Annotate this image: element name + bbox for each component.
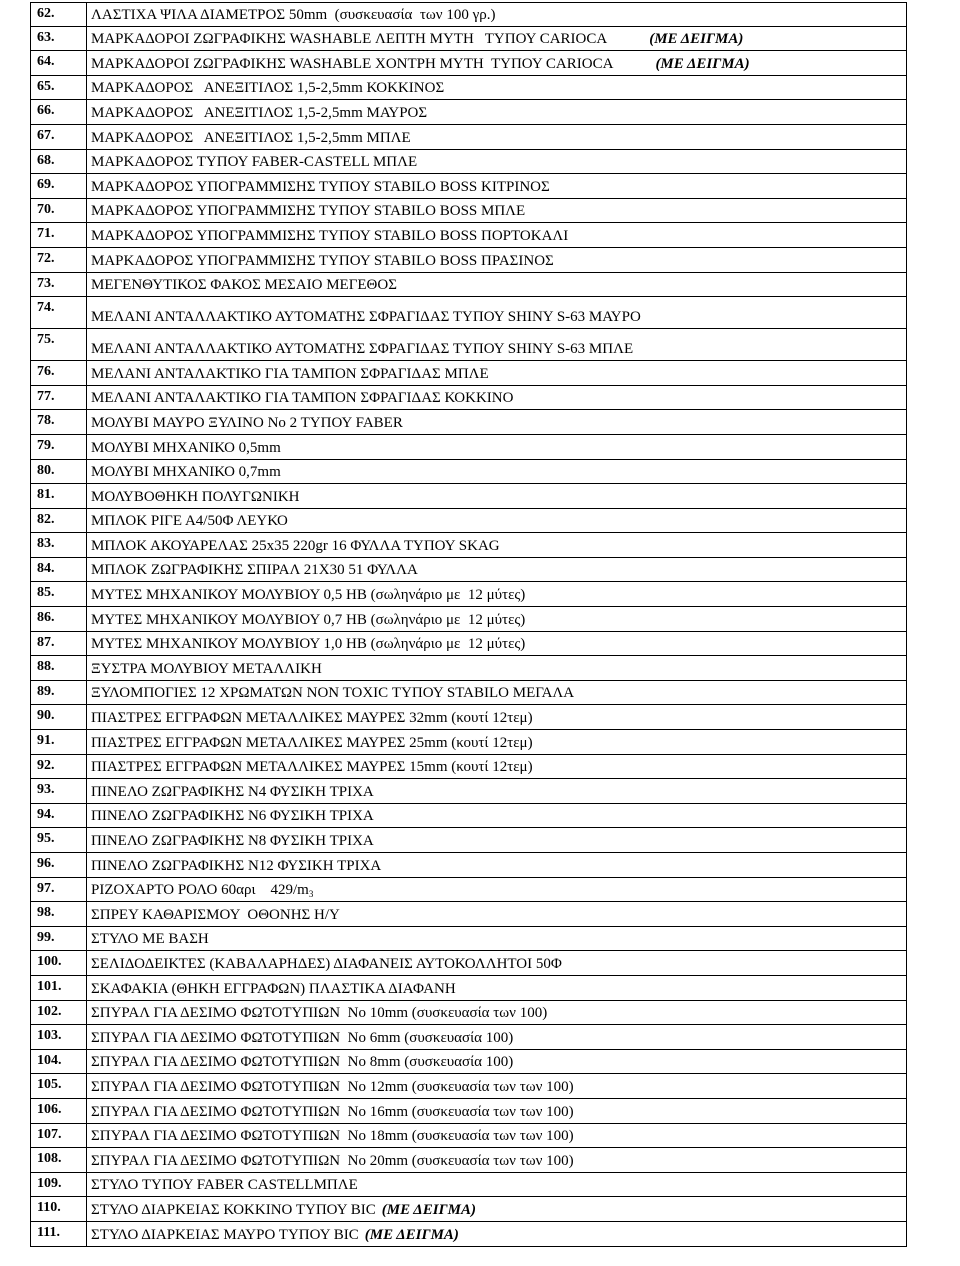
table-row	[31, 828, 906, 853]
item-number: 62.	[31, 3, 87, 26]
table-row	[31, 1050, 906, 1075]
sample-note: (ΜΕ ΔΕΙΓΜΑ)	[649, 31, 744, 48]
item-number: 111.	[31, 1222, 87, 1246]
item-number: 78.	[31, 410, 87, 434]
item-number: 80.	[31, 460, 87, 484]
table-row	[31, 100, 906, 125]
table-row	[31, 125, 906, 150]
item-description: ΞΥΣΤΡΑ ΜΟΛΥΒΙΟΥ ΜΕΤΑΛΛΙΚΗ	[91, 660, 322, 677]
item-description-cell	[88, 779, 906, 803]
table-row	[31, 199, 906, 224]
item-description: ΣΕΛΙΔΟΔΕΙΚΤΕΣ (ΚΑΒΑΛΑΡΗΔΕΣ) ΔΙΑΦΑΝΕΙΣ ΑΥΤΟΚΟΛΛΗΤΟΙ 50Φ	[91, 955, 562, 972]
item-description-cell	[88, 558, 906, 582]
table-row	[31, 1099, 906, 1124]
item-number: 96.	[31, 853, 87, 877]
item-number: 88.	[31, 656, 87, 680]
item-description-cell	[88, 1148, 906, 1172]
sample-note: (ΜΕ ΔΕΙΓΜΑ)	[364, 1226, 459, 1243]
item-description-cell	[88, 976, 906, 1000]
item-description: ΜΑΡΚΑΔΟΡΟΣ ΥΠΟΓΡΑΜΜΙΣΗΣ ΤΥΠΟΥ STABILO BOSS ΠΟΡΤΟΚΑΛΙ	[91, 227, 569, 244]
table-row	[31, 273, 906, 298]
item-description: ΜΕΛΑΝΙ ΑΝΤΑΛΛΑΚΤΙΚΟ ΑΥΤΟΜΑΤΗΣ ΣΦΡΑΓΙΔΑΣ ΤΥΠΟΥ SHINY S-63 ΜΑΥΡΟ	[91, 309, 641, 326]
item-number: 70.	[31, 199, 87, 223]
table-row	[31, 927, 906, 952]
item-number: 81.	[31, 484, 87, 508]
item-number: 79.	[31, 435, 87, 459]
item-description: ΜΕΛΑΝΙ ΑΝΤΑΛΑΚΤΙΚΟ ΓΙΑ ΤΑΜΠΟΝ ΣΦΡΑΓΙΔΑΣ ΜΠΛΕ	[91, 365, 489, 382]
item-description: ΣΚΑΦΑΚΙΑ (ΘΗΚΗ ΕΓΓΡΑΦΩΝ) ΠΛΑΣΤΙΚΑ ΔΙΑΦΑΝΗ	[91, 980, 456, 997]
item-number: 108.	[31, 1148, 87, 1172]
item-description: ΜΕΓΕΝΘΥΤΙΚΟΣ ΦΑΚΟΣ ΜΕΣΑΙΟ ΜΕΓΕΘΟΣ	[91, 277, 397, 294]
item-number: 63.	[31, 27, 87, 51]
item-description-cell	[88, 100, 906, 124]
item-description: ΠΙΝΕΛΟ ΖΩΓΡΑΦΙΚΗΣ Ν12 ΦΥΣΙΚΗ ΤΡΙΧΑ	[91, 857, 382, 874]
item-number: 65.	[31, 76, 87, 100]
table-row	[31, 656, 906, 681]
table-row	[31, 705, 906, 730]
item-description-cell	[88, 174, 906, 198]
item-description-cell	[88, 632, 906, 656]
item-number: 101.	[31, 976, 87, 1000]
item-number: 104.	[31, 1050, 87, 1074]
item-description: ΡΙΖΟΧΑΡΤΟ ΡΟΛΟ 60αρι 429/m	[91, 882, 309, 899]
item-description: ΠΙΝΕΛΟ ΖΩΓΡΑΦΙΚΗΣ Ν8 ΦΥΣΙΚΗ ΤΡΙΧΑ	[91, 833, 374, 849]
item-description: ΜΑΡΚΑΔΟΡΟΣ ΑΝΕΞΙΤΙΛΟΣ 1,5-2,5mm ΚΟΚΚΙΝΟΣ	[91, 80, 445, 97]
item-number: 71.	[31, 223, 87, 247]
table-row	[31, 976, 906, 1001]
item-description-cell	[88, 927, 906, 951]
item-number: 94.	[31, 804, 87, 828]
item-number: 97.	[31, 878, 87, 902]
table-row	[31, 329, 906, 361]
table-row	[31, 533, 906, 558]
item-number: 77.	[31, 386, 87, 410]
item-description: ΜΑΡΚΑΔΟΡΟΙ ΖΩΓΡΑΦΙΚΗΣ WASHABLE ΛΕΠΤΗ ΜΥΤΗ ΤΥΠΟΥ CARIOCA	[91, 31, 608, 48]
table-row	[31, 51, 906, 76]
item-number: 76.	[31, 361, 87, 385]
item-description: ΣΤΥΛΟ ΜΕ ΒΑΣΗ	[91, 931, 209, 948]
item-description-cell	[88, 51, 906, 75]
table-row	[31, 779, 906, 804]
item-description: ΣΠΥΡΑΛ ΓΙΑ ΔΕΣΙΜΟ ΦΩΤΟΤΥΠΙΩΝ Νο 18mm (συσκευασία των των 100)	[91, 1128, 574, 1145]
table-row	[31, 1124, 906, 1149]
item-number: 91.	[31, 730, 87, 754]
item-number: 89.	[31, 681, 87, 705]
item-number: 110.	[31, 1197, 87, 1221]
item-number: 100.	[31, 951, 87, 975]
item-description: ΜΠΛΟΚ ΑΚΟΥΑΡΕΛΑΣ 25x35 220gr 16 ΦΥΛΛΑ ΤΥΠΟΥ SKAG	[91, 537, 500, 554]
table-row	[31, 27, 906, 52]
item-description: ΜΑΡΚΑΔΟΡΟΣ ΑΝΕΞΙΤΙΛΟΣ 1,5-2,5mm ΜΑΥΡΟΣ	[91, 104, 428, 121]
item-description-cell	[88, 1074, 906, 1098]
item-description: ΣΠΥΡΑΛ ΓΙΑ ΔΕΣΙΜΟ ΦΩΤΟΤΥΠΙΩΝ Νο 12mm (συσκευασία των των 100)	[91, 1078, 574, 1095]
item-description-cell	[88, 828, 906, 852]
item-description-cell	[88, 125, 906, 149]
table-row	[31, 607, 906, 632]
item-description: ΣΠΥΡΑΛ ΓΙΑ ΔΕΣΙΜΟ ΦΩΤΟΤΥΠΙΩΝ Νο 8mm (συσκευασία 100)	[91, 1054, 514, 1071]
table-row	[31, 853, 906, 878]
item-number: 103.	[31, 1025, 87, 1049]
item-description: ΜΑΡΚΑΔΟΡΟΣ ΑΝΕΞΙΤΙΛΟΣ 1,5-2,5mm ΜΠΛΕ	[91, 129, 411, 146]
item-description-cell	[88, 582, 906, 606]
item-number: 106.	[31, 1099, 87, 1123]
sample-note: (ΜΕ ΔΕΙΓΜΑ)	[381, 1201, 476, 1218]
item-description-cell	[88, 223, 906, 247]
item-description: ΠΙΑΣΤΡΕΣ ΕΓΓΡΑΦΩΝ ΜΕΤΑΛΛΙΚΕΣ ΜΑΥΡΕΣ 32mm (κουτί 12τεμ)	[91, 710, 533, 727]
table-row	[31, 386, 906, 411]
table-row	[31, 878, 906, 903]
item-number: 98.	[31, 902, 87, 926]
item-description: ΜΕΛΑΝΙ ΑΝΤΑΛΑΚΤΙΚΟ ΓΙΑ ΤΑΜΠΟΝ ΣΦΡΑΓΙΔΑΣ ΚΟΚΚΙΝΟ	[91, 390, 514, 407]
item-description-cell	[88, 435, 906, 459]
item-description-cell	[88, 681, 906, 705]
item-description: ΣΠΥΡΑΛ ΓΙΑ ΔΕΣΙΜΟ ΦΩΤΟΤΥΠΙΩΝ Νο 6mm (συσκευασία 100)	[91, 1029, 514, 1046]
item-description-cell	[88, 27, 906, 51]
item-description-cell	[88, 853, 906, 877]
item-description-cell	[88, 199, 906, 223]
item-description-cell	[88, 76, 906, 100]
item-description-cell	[88, 410, 906, 434]
table-row	[31, 951, 906, 976]
table-row	[31, 1001, 906, 1026]
item-description-cell	[88, 878, 906, 902]
item-description-cell	[88, 656, 906, 680]
item-description: ΜΑΡΚΑΔΟΡΟΣ ΤΥΠΟΥ FABER-CASTELL ΜΠΛΕ	[91, 154, 418, 171]
item-description: ΜΥΤΕΣ ΜΗΧΑΝΙΚΟΥ ΜΟΛΥΒΙΟΥ 0,5 ΗΒ (σωληνάριο με 12 μύτες)	[91, 587, 526, 604]
item-description-cell	[88, 386, 906, 410]
item-description-cell	[88, 1001, 906, 1025]
item-number: 95.	[31, 828, 87, 852]
item-description-cell	[88, 150, 906, 174]
item-number: 64.	[31, 51, 87, 75]
item-description: ΜΥΤΕΣ ΜΗΧΑΝΙΚΟΥ ΜΟΛΥΒΙΟΥ 1,0 ΗΒ (σωληνάριο με 12 μύτες)	[91, 636, 526, 653]
item-number: 87.	[31, 632, 87, 656]
item-number: 92.	[31, 755, 87, 779]
item-description-cell	[88, 951, 906, 975]
item-description: ΠΙΑΣΤΡΕΣ ΕΓΓΡΑΦΩΝ ΜΕΤΑΛΛΙΚΕΣ ΜΑΥΡΕΣ 25mm (κουτί 12τεμ)	[91, 734, 533, 751]
item-number: 66.	[31, 100, 87, 124]
table-row	[31, 804, 906, 829]
item-description: ΜΥΤΕΣ ΜΗΧΑΝΙΚΟΥ ΜΟΛΥΒΙΟΥ 0,7 ΗΒ (σωληνάριο με 12 μύτες)	[91, 611, 526, 628]
item-number: 86.	[31, 607, 87, 631]
table-row	[31, 248, 906, 273]
item-number: 69.	[31, 174, 87, 198]
item-description: ΣΠΥΡΑΛ ΓΙΑ ΔΕΣΙΜΟ ΦΩΤΟΤΥΠΙΩΝ Νο 16mm (συσκευασία των των 100)	[91, 1103, 574, 1120]
item-description: ΜΠΛΟΚ ΡΙΓΕ Α4/50Φ ΛΕΥΚΟ	[91, 513, 288, 530]
table-row	[31, 582, 906, 607]
sample-note: (ΜΕ ΔΕΙΓΜΑ)	[655, 55, 750, 72]
item-description-cell	[88, 607, 906, 631]
item-description-cell	[88, 730, 906, 754]
item-description-cell	[88, 1124, 906, 1148]
item-number: 107.	[31, 1124, 87, 1148]
table-row	[31, 2, 906, 27]
item-description: ΛΑΣΤΙΧΑ ΨΙΛΑ ΔΙΑΜΕΤΡΟΣ 50mm (συσκευασία των 100 γρ.)	[91, 6, 496, 23]
table-row	[31, 484, 906, 509]
item-number: 90.	[31, 705, 87, 729]
table-row	[31, 1173, 906, 1198]
item-description: ΣΠΡΕΥ ΚΑΘΑΡΙΣΜΟΥ ΟΘΟΝΗΣ Η/Υ	[91, 906, 340, 923]
item-description: ΜΟΛΥΒΙ ΜΑΥΡΟ ΞΥΛΙΝΟ Νο 2 ΤΥΠΟΥ FABER	[91, 414, 403, 431]
item-description-cell	[88, 1050, 906, 1074]
item-description: ΜΟΛΥΒΟΘΗΚΗ ΠΟΛΥΓΩΝΙΚΗ	[91, 488, 300, 505]
table-row	[31, 1222, 906, 1247]
item-description: ΠΙΑΣΤΡΕΣ ΕΓΓΡΑΦΩΝ ΜΕΤΑΛΛΙΚΕΣ ΜΑΥΡΕΣ 15mm (κουτί 12τεμ)	[91, 759, 533, 776]
item-description-cell	[88, 297, 906, 328]
item-description-cell	[88, 509, 906, 533]
item-description: ΜΕΛΑΝΙ ΑΝΤΑΛΛΑΚΤΙΚΟ ΑΥΤΟΜΑΤΗΣ ΣΦΡΑΓΙΔΑΣ ΤΥΠΟΥ SHINY S-63 ΜΠΛΕ	[91, 341, 634, 358]
item-description: ΜΑΡΚΑΔΟΡΟΙ ΖΩΓΡΑΦΙΚΗΣ WASHABLE ΧΟΝΤΡΗ ΜΥΤΗ ΤΥΠΟΥ CARIOCA	[91, 55, 614, 72]
item-description-cell	[88, 705, 906, 729]
table-row	[31, 902, 906, 927]
table-row	[31, 223, 906, 248]
item-number: 72.	[31, 248, 87, 272]
table-row	[31, 755, 906, 780]
table-row	[31, 460, 906, 485]
table-row	[31, 1148, 906, 1173]
table-row	[31, 361, 906, 386]
table-row	[31, 1074, 906, 1099]
table-row	[31, 632, 906, 657]
item-description-cell	[88, 533, 906, 557]
item-description: ΣΠΥΡΑΛ ΓΙΑ ΔΕΣΙΜΟ ΦΩΤΟΤΥΠΙΩΝ Νο 10mm (συσκευασία των 100)	[91, 1005, 548, 1022]
item-description-cell	[88, 1197, 906, 1221]
item-description-cell	[88, 248, 906, 272]
item-description-cell	[88, 902, 906, 926]
item-description: ΠΙΝΕΛΟ ΖΩΓΡΑΦΙΚΗΣ Ν4 ΦΥΣΙΚΗ ΤΡΙΧΑ	[91, 783, 374, 800]
item-number: 73.	[31, 273, 87, 297]
item-description: ΜΟΛΥΒΙ ΜΗΧΑΝΙΚΟ 0,5mm	[91, 439, 281, 456]
item-table	[30, 2, 907, 1247]
table-row	[31, 297, 906, 329]
item-description: ΞΥΛΟΜΠΟΓΙΕΣ 12 ΧΡΩΜΑΤΩΝ NON TOXIC ΤΥΠΟΥ STABILO ΜΕΓΑΛΑ	[91, 685, 575, 702]
item-description: ΣΠΥΡΑΛ ΓΙΑ ΔΕΣΙΜΟ ΦΩΤΟΤΥΠΙΩΝ Νο 20mm (συσκευασία των των 100)	[91, 1152, 574, 1169]
item-number: 67.	[31, 125, 87, 149]
item-description-cell	[88, 755, 906, 779]
table-row	[31, 730, 906, 755]
item-number: 99.	[31, 927, 87, 951]
table-row	[31, 76, 906, 101]
item-description-cell	[88, 1222, 906, 1246]
item-number: 102.	[31, 1001, 87, 1025]
table-row	[31, 509, 906, 534]
item-number: 105.	[31, 1074, 87, 1098]
table-row	[31, 150, 906, 175]
item-description-cell	[88, 361, 906, 385]
item-description-cell	[88, 1025, 906, 1049]
item-number: 82.	[31, 509, 87, 533]
item-description: ΣΤΥΛΟ ΔΙΑΡΚΕΙΑΣ ΜΑΥΡΟ ΤΥΠΟΥ BIC	[91, 1226, 359, 1243]
table-row	[31, 435, 906, 460]
item-number: 93.	[31, 779, 87, 803]
item-number: 68.	[31, 150, 87, 174]
item-description-cell	[88, 460, 906, 484]
item-description-cell	[88, 484, 906, 508]
table-row	[31, 681, 906, 706]
item-description-cell	[88, 329, 906, 360]
item-description: ΣΤΥΛΟ ΤΥΠΟΥ FABER CASTELLΜΠΛΕ	[91, 1177, 358, 1194]
item-description: ΣΤΥΛΟ ΔΙΑΡΚΕΙΑΣ ΚΟΚΚΙΝΟ ΤΥΠΟΥ BIC	[91, 1201, 376, 1218]
item-number: 74.	[31, 297, 87, 328]
superscript: 3	[308, 889, 314, 900]
item-number: 83.	[31, 533, 87, 557]
item-number: 85.	[31, 582, 87, 606]
item-description: ΜΑΡΚΑΔΟΡΟΣ ΥΠΟΓΡΑΜΜΙΣΗΣ ΤΥΠΟΥ STABILO BOSS ΠΡΑΣΙΝΟΣ	[91, 252, 554, 269]
table-row	[31, 1025, 906, 1050]
item-description-cell	[88, 1099, 906, 1123]
item-description: ΜΑΡΚΑΔΟΡΟΣ ΥΠΟΓΡΑΜΜΙΣΗΣ ΤΥΠΟΥ STABILO BOSS ΚΙΤΡΙΝΟΣ	[91, 178, 550, 195]
table-row	[31, 1197, 906, 1222]
table-row	[31, 558, 906, 583]
table-row	[31, 410, 906, 435]
item-description: ΜΟΛΥΒΙ ΜΗΧΑΝΙΚΟ 0,7mm	[91, 464, 281, 481]
item-number: 75.	[31, 329, 87, 360]
table-row	[31, 174, 906, 199]
item-description-cell	[88, 1173, 906, 1197]
item-description: ΜΠΛΟΚ ΖΩΓΡΑΦΙΚΗΣ ΣΠΙΡΑΛ 21Χ30 51 ΦΥΛΛΑ	[91, 562, 418, 579]
item-description-cell	[88, 804, 906, 828]
item-description-cell	[88, 273, 906, 297]
item-description: ΜΑΡΚΑΔΟΡΟΣ ΥΠΟΓΡΑΜΜΙΣΗΣ ΤΥΠΟΥ STABILO BOSS ΜΠΛΕ	[91, 203, 526, 220]
item-description-cell	[88, 3, 906, 26]
item-number: 109.	[31, 1173, 87, 1197]
item-description: ΠΙΝΕΛΟ ΖΩΓΡΑΦΙΚΗΣ Ν6 ΦΥΣΙΚΗ ΤΡΙΧΑ	[91, 808, 374, 825]
item-number: 84.	[31, 558, 87, 582]
